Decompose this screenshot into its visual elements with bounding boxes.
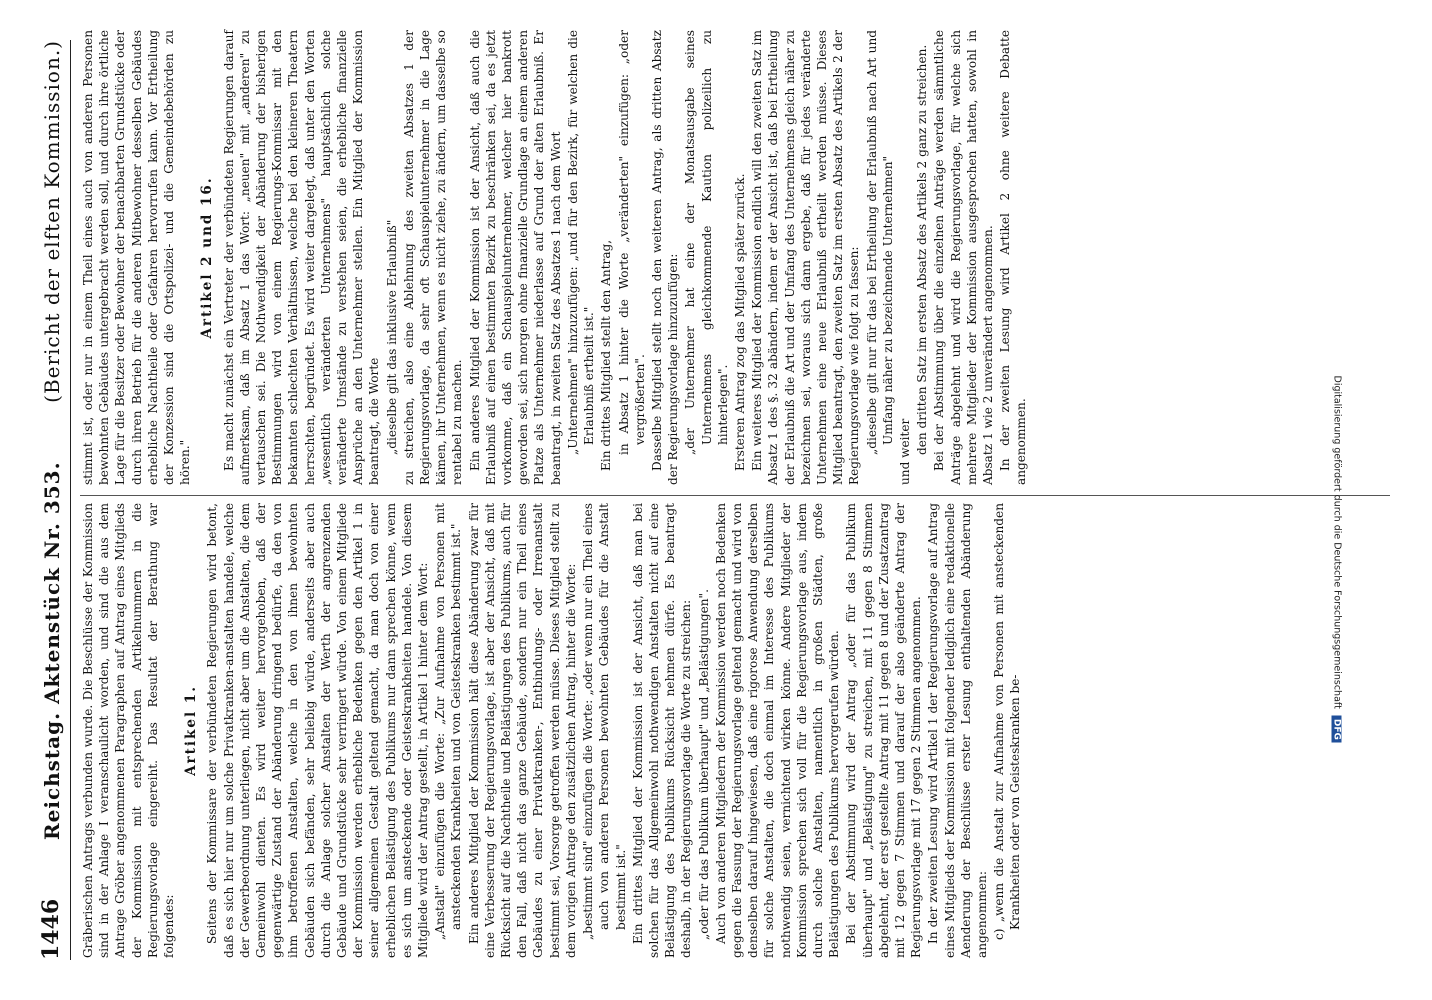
funding-text: Digitalisierung gefördert durch die Deutsche Forschungsgemeinschaft (1331, 375, 1343, 709)
paragraph: Ein drittes Mitglied der Kommission ist der Ansicht, daß man bei solchen für das Allgemeinwohl nothwendigen Anstalten nicht auf eine Belästigung des Publikums Rücksicht nehmen dürfe. Es beantragt deshalb, in der Regierungsvorlage die Worte zu streichen: (630, 503, 694, 958)
page-title: Reichstag. Aktenstück Nr. 353. (40, 461, 64, 840)
funding-note (1332, 376, 1343, 756)
quoted-amendment: „Unternehmen" hinzuzufügen: „und für den Bezirk, für welchen die Erlaubniß ertheilt ist." (565, 30, 597, 455)
page-number: 1446 (38, 898, 64, 960)
quoted-amendment: „der Unternehmer hat eine der Monatsausgabe seines Unternehmens gleichkommende Kaution polizeilich zu hinterlegen". (683, 30, 730, 455)
quoted-amendment: c) „wenn die Anstalt zur Aufnahme von Personen mit ansteckenden Krankheiten oder von Geisteskranken be- (992, 503, 1023, 940)
page-header (22, 40, 64, 960)
quoted-amendment: „dieselbe gilt das inklusive Erlaubniß" (384, 219, 399, 455)
paragraph: Dasselbe Mitglied stellt noch den weiteren Antrag, als dritten Absatz der Regierungsvorlage hinzuzufügen: (649, 30, 681, 485)
paragraph: In der zweiten Lesung wird Artikel 1 der Regierungsvorlage auf Antrag eines Mitglieds der Kommission mit folgender lediglich eine redaktionelle Aenderung der Beschlüsse erster Lesung enthaltenden Abänderung angenommen: (926, 503, 989, 958)
paragraph: zu streichen, also eine Ablehnung des zweiten Absatzes 1 der Regierungsvorlage, da sehr oft Schauspielunternehmer in die Lage kämen, ihr Unternehmen, wenn es nicht ziehe, zu ändern, um dasselbe so rentabel zu machen. (401, 30, 465, 485)
paragraph: Ein anderes Mitglied der Kommission ist der Ansicht, daß auch die Erlaubniß auf einen bestimmten Bezirk zu beschränken sei, da es jetzt vorkomme, daß ein Schauspielunternehmer, welcher hier bankrott geworden sei, sich morgen ohne finanzielle Grundlage an einem anderen Platze als Unternehmer niederlasse auf Grund der alten Erlaubniß. Er beantragt, in zweiten Satz des Absatzes 1 nach dem Wort (467, 30, 563, 485)
quoted-amendment: „bestimmt sind" einzufügen die Worte: „oder wenn nur ein Theil eines auch von anderen Personen bewohnten Gebäudes für die Anstalt bestimmt ist." (581, 503, 628, 940)
report-title: (Bericht der elften Kommission.) (40, 40, 64, 403)
paragraph: Ein anderes Mitglied der Kommission hält diese Abänderung zwar für eine Verbesserung der Regierungsvorlage, ist aber der Ansicht, daß mit Rücksicht auf die Nachtheile und Belästigungen des Publikums, auch für den Fall, daß nicht das ganze Gebäude, sondern nur ein Theil eines Gebäudes zu einer Privatkranken-, Entbindungs- oder Irrenanstalt bestimmt sei, Vorsorge getroffen werden müsse. Dieses Mitglied stellt zu dem vorigen Antrage den zusätzlichen Antrag, hinter die Worte: (466, 503, 578, 958)
paragraph: Auch von anderen Mitgliedern der Kommission werden noch Bedenken gegen die Fassung der Regierungsvorlage geltend gemacht und wird von denselben darauf hingewiesen, daß eine rigorose Anwendung derselben für solche Anstalten, die doch einmal im Interesse des Publikums nothwendig seien, vernichtend wirken könne. Andere Mitglieder der Kommission sprechen sich voll für die Regierungsvorlage aus, indem durch solche Anstalten, namentlich in großen Städten, große Belästigungen des Publikums hervorgerufen würden. (713, 503, 842, 958)
quoted-amendment: den dritten Satz im ersten Absatz des Artikels 2 ganz zu streichen. (915, 44, 930, 455)
paragraph: Bei der Abstimmung wird der Antrag „oder für das Publikum überhaupt" und „Belästigung" zu streichen, mit 11 gegen 8 Stimmen abgelehnt, der erst gestellte Antrag mit 11 gegen 8 und der Zusatzantrag mit 12 gegen 7 Stimmen und darauf der also geänderte Antrag der Regierungsvorlage mit 17 gegen 2 Stimmen angenommen. (844, 503, 924, 958)
dfg-logo: DFG (1332, 716, 1342, 743)
quoted-amendment: in Absatz 1 hinter die Worte „veränderten" einzufügen: „oder vergrößerten". (616, 30, 647, 455)
paragraph: Bei der Abstimmung über die einzelnen Anträge werden sämmtliche Anträge abgelehnt und wird die Regierungsvorlage, für welche sich mehrere Mitglieder der Kommission ausgesprochen hatten, sowohl in Absatz 1 wie 2 unverändert angenommen. (932, 30, 995, 485)
section-heading: Artikel 1. (183, 685, 200, 776)
right-column (80, 30, 1031, 485)
paragraph: Gräberischen Antrags verbunden wurde. Die Beschlüsse der Kommission sind in der Anlage I veranschaulicht worden, und sind die aus dem Antrage Gröber angenommenen Paragraphen auf Antrag eines Mitglieds der Kommission mit entsprechenden Artikelnummern in die Regierungsvorlage eingereiht. Das Resultat der Berathung war folgendes: (81, 503, 177, 958)
quoted-amendment: „Anstalt" einzufügen die Worte: „Zur Aufnahme von Personen mit ansteckenden Krankheiten und von Geisteskranken bestimmt ist." (433, 503, 464, 940)
paragraph: Ein drittes Mitglied stellt den Antrag, (599, 239, 614, 471)
column-divider (80, 495, 1390, 496)
quoted-amendment: „dieselbe gilt nur für das bei Ertheilung der Erlaubniß nach Art und Umfang näher zu bezeichnende Unternehmen" (864, 30, 895, 455)
paragraph: stimmt ist, oder nur in einem Theil eines auch von anderen Personen bewohnten Gebäudes untergebracht werden soll, und durch ihre örtliche Lage für die Besitzer oder Bewohner der benachbarten Grundstücke oder durch ihren Betrieb für die anderen Mitbewohner desselben Gebäudes erhebliche Nachtheile oder Gefahren hervorrufen kann. Vor Ertheilung der Konzession sind die Ortspolizei- und die Gemeindebehörden zu hören." (81, 30, 193, 485)
left-column (80, 503, 1025, 958)
paragraph: Ein weiteres Mitglied der Kommission endlich will den zweiten Satz im Absatz 1 des §. 32 abändern, indem er der Ansicht ist, daß bei Ertheilung der Erlaubniß die Art und der Umfang des Unternehmens gleich näher zu bezeichnen sei, woraus sich dann ergebe, daß für jedes veränderte Unternehmen eine neue Erlaubniß ertheilt werden müsse. Dieses Mitglied beantragt, den zweiten Satz im ersten Absatz des Artikels 2 der Regierungsvorlage wie folgt zu fassen: (750, 30, 862, 485)
paragraph: Es macht zunächst ein Vertreter der verbündeten Regierungen darauf aufmerksam, daß im Absatz 1 das Wort: „neuen" mit „anderen" zu vertauschen sei. Die Nothwendigkeit der Abänderung der bisherigen Bestimmungen wird von einem Regierungs-Kommissar mit den bekannten schlechten Verhältnissen, welche bei den kleineren Theatern herrschten, begründet. Es wird weiter dargelegt, daß unter den Worten „wesentlich veränderten Unternehmens" hauptsächlich solche veränderte Umstände zu verstehen seien, die erhebliche finanzielle Ansprüche an den Unternehmer stellen. Ein Mitglied der Kommission beantragt, die Worte (221, 30, 382, 485)
section-heading: Artikel 2 und 16. (199, 176, 216, 339)
header-rule (70, 40, 71, 960)
quoted-amendment: „oder für das Publikum überhaupt" und „Belästigungen". (696, 589, 711, 940)
paragraph: In der zweiten Lesung wird Artikel 2 ohne weitere Debatte angenommen. (998, 30, 1029, 485)
paragraph: Ersteren Antrag zog das Mitglied später zurück. (732, 173, 747, 471)
paragraph: und weiter (897, 418, 912, 485)
paragraph: Seitens der Kommissare der verbündeten Regierungen wird betont, daß es sich hier nur um solche Privatkranken-anstalten handele, welche der Gewerbeordnung unterliegen, nicht aber um die Anstalten, die dem Gemeinwohl dienten. Es wird weiter hervorgehoben, daß der gegenwärtige Zustand der Abänderung dringend bedürfe, da den von ihm betroffenen Anstalten, welche in den von ihnen bewohnten Gebäuden sich befänden, sehr beliebig würde, anderseits aber auch durch die Anlage solcher Anstalten der Werth der angrenzenden Gebäude und Grundstücke sehr verringert würde. Von einem Mitgliede der Kommission werden erhebliche Bedenken gegen den Artikel 1 in seiner allgemeinen Gestalt geltend gemacht, da man doch von einer erheblichen Belästigung des Publikums nur dann sprechen könne, wenn es sich um ansteckende oder Geisteskrankheiten handele. Von diesem Mitgliede wird der Antrag gestellt, in Artikel 1 hinter dem Wort: (205, 503, 431, 958)
